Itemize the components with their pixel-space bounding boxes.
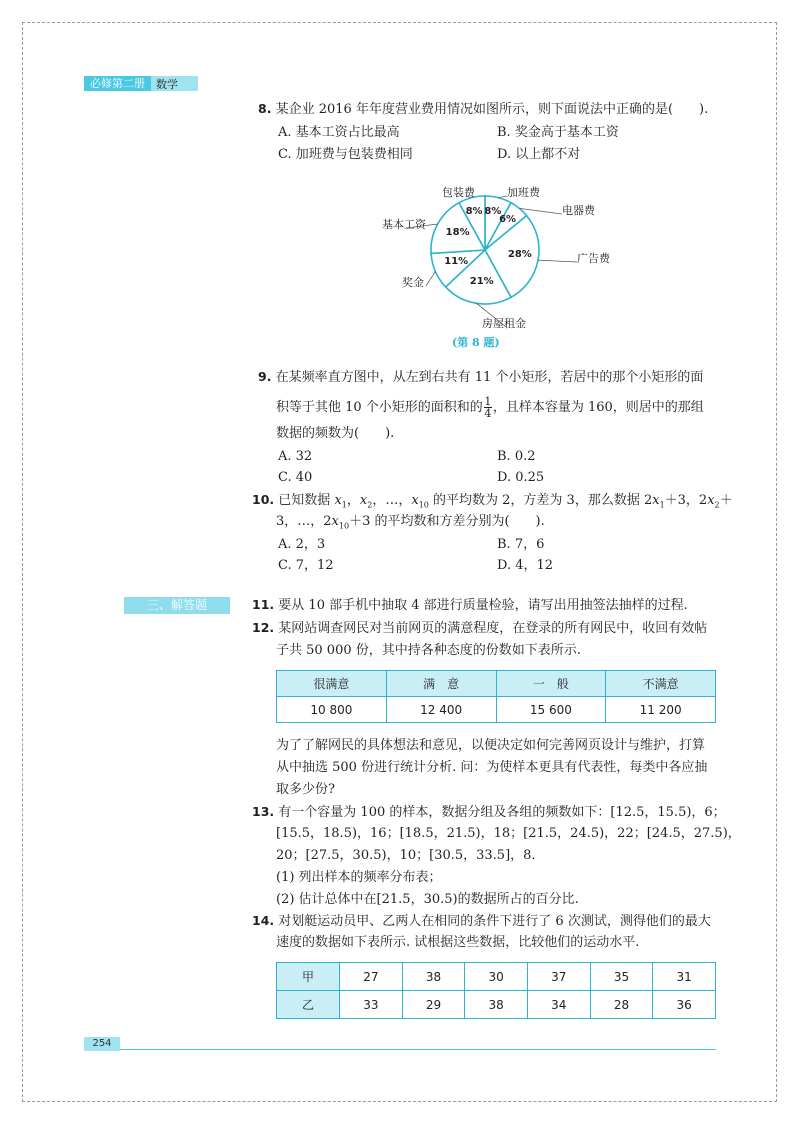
table-cell: 34 — [527, 991, 590, 1019]
q8-option-d: D. 以上都不对 — [497, 147, 581, 162]
pie-category-label: 广告费 — [577, 252, 610, 265]
table-cell: 36 — [653, 991, 716, 1019]
pie-percent-label: 8% — [484, 206, 502, 218]
q8-option-a: A. 基本工资占比最高 — [278, 125, 400, 140]
pie-percent-label: 21% — [469, 276, 494, 288]
q10-option-c: C. 7，12 — [278, 558, 334, 573]
table-cell: 38 — [465, 991, 528, 1019]
pie-percent-label: 11% — [444, 256, 469, 268]
subscript: 2 — [367, 500, 373, 510]
table-cell: 27 — [340, 963, 403, 991]
question-number: 13. — [252, 804, 275, 819]
question-9-line-3: 数据的频数为( ). — [276, 426, 395, 441]
table-header-row — [277, 671, 716, 697]
q9-option-b: B. 0.2 — [497, 449, 536, 464]
question-text: 要从 10 部手机中抽取 4 部进行质量检验，请写出用抽签法抽样的过程. — [278, 598, 688, 613]
subscript: 2 — [714, 500, 720, 510]
table-header-cell: 很满意 — [277, 671, 387, 697]
question-number: 14. — [252, 913, 275, 928]
subscript: 10 — [418, 500, 429, 510]
var: x — [334, 493, 342, 508]
table-header-cell: 满 意 — [386, 671, 496, 697]
speed-table — [276, 962, 716, 1019]
table-cell: 12 400 — [386, 697, 496, 723]
question-13-sub-2: (2) 估计总体中在[21.5，30.5)的数据所占的百分比. — [276, 892, 579, 907]
q9-option-a: A. 32 — [278, 449, 313, 464]
pie-chart — [372, 170, 610, 350]
subscript: 10 — [338, 521, 350, 531]
subject-label: 数学 — [156, 77, 178, 91]
fraction-numerator: 1 — [484, 395, 492, 408]
fraction — [484, 396, 492, 419]
pie-leader-line — [519, 208, 562, 214]
table-cell: 28 — [590, 991, 653, 1019]
question-text: 积等于其他 10 个小矩形的面积和的 — [276, 400, 483, 415]
fraction-denominator: 4 — [484, 407, 492, 420]
pie-percent-label: 8% — [465, 206, 483, 218]
question-10-line-2 — [276, 511, 545, 538]
pie-percent-label: 28% — [507, 249, 532, 261]
question-9-line-2 — [276, 396, 704, 419]
question-text: 在某频率直方图中，从左到右共有 11 个小矩形，若居中的那个小矩形的面 — [275, 370, 704, 385]
pie-category-label: 电器费 — [562, 204, 595, 217]
question-13-line-1 — [252, 801, 726, 824]
question-12-after-2: 从中抽选 500 份进行统计分析. 问：为使样本更具有代表性，每类中各应抽 — [276, 760, 708, 775]
var: x — [359, 493, 368, 508]
question-number: 12. — [252, 620, 275, 635]
text: 已知数据 — [278, 493, 335, 508]
q10-option-a: A. 2，3 — [278, 537, 326, 552]
table-cell: 31 — [653, 963, 716, 991]
pie-category-label: 基本工资 — [382, 218, 426, 231]
table-header-cell: 不满意 — [606, 671, 716, 697]
question-13-line-2: [15.5，18.5)，16；[18.5，21.5)，18；[21.5，24.5)，22；[24.5，27.5)， — [276, 826, 741, 841]
question-8-stem — [258, 98, 708, 121]
row-label-cell: 乙 — [277, 991, 340, 1019]
var: x — [331, 514, 339, 529]
question-text: 某企业 2016 年年度营业费用情况如图所示，则下面说法中正确的是( ). — [275, 102, 709, 117]
var: x — [707, 493, 715, 508]
page-header — [84, 76, 198, 91]
q9-option-c: C. 40 — [278, 470, 313, 485]
text: ， — [346, 493, 360, 508]
question-13-line-3: 20；[27.5，30.5)，10；[30.5，33.5]，8. — [276, 848, 536, 863]
book-title: 必修第二册 — [84, 76, 151, 91]
table-cell: 30 — [465, 963, 528, 991]
question-14-line-1 — [252, 910, 711, 933]
pie-category-label: 包装费 — [442, 186, 475, 199]
pie-percent-label: 18% — [445, 226, 470, 238]
question-11 — [252, 594, 688, 617]
question-12-line-2: 子共 50 000 份，其中持各种态度的份数如下表所示. — [276, 643, 581, 658]
q8-option-b: B. 奖金高于基本工资 — [497, 125, 619, 140]
question-number: 11. — [252, 597, 275, 612]
q9-option-d: D. 0.25 — [497, 470, 545, 485]
table-cell: 35 — [590, 963, 653, 991]
question-text: 有一个容量为 100 的样本，数据分组及各组的频数如下：[12.5，15.5)，6； — [278, 805, 726, 820]
table-row — [277, 963, 716, 991]
question-13-sub-1: (1) 列出样本的频率分布表； — [276, 870, 442, 885]
question-text: 某网站调查网民对当前网页的满意程度，在登录的所有网民中，收回有效帖 — [278, 621, 708, 636]
table-cell: 10 800 — [277, 697, 387, 723]
table-cell: 11 200 — [606, 697, 716, 723]
question-14-line-2: 速度的数据如下表所示. 试根据这些数据，比较他们的运动水平. — [276, 935, 640, 950]
question-12-line-1 — [252, 617, 707, 640]
q8-option-c: C. 加班费与包装费相同 — [278, 147, 413, 162]
subscript: 1 — [659, 500, 665, 510]
text: ＋ — [719, 493, 733, 508]
question-12-after-1: 为了了解网民的具体想法和意见，以便决定如何完善网页设计与维护，打算 — [276, 738, 706, 753]
pie-leader-line — [538, 260, 577, 262]
figure-caption: (第 8 题) — [452, 336, 500, 349]
pie-category-label: 奖金 — [402, 276, 424, 289]
table-row — [277, 991, 716, 1019]
text: ，…， — [372, 493, 412, 508]
satisfaction-table — [276, 670, 716, 723]
pie-percent-label: 6% — [499, 213, 517, 225]
text: 3，…，2 — [276, 514, 332, 529]
question-text: ，且样本容量为 160，则居中的那组 — [492, 400, 704, 415]
var: x — [652, 493, 660, 508]
question-9-line-1 — [258, 366, 703, 389]
section-heading: 三、解答题 — [124, 597, 230, 614]
q10-option-b: B. 7，6 — [497, 537, 545, 552]
pie-category-label: 房屋租金 — [482, 317, 526, 330]
table-header-cell: 一 般 — [496, 671, 606, 697]
question-number: 8. — [258, 101, 272, 116]
text: ＋3 的平均数和方差分别为( ). — [349, 514, 545, 529]
pie-leader-line — [426, 271, 435, 286]
var: x — [411, 493, 419, 508]
pie-leader-line — [498, 196, 507, 198]
row-label-cell: 甲 — [277, 963, 340, 991]
text: 的平均数为 2，方差为 3，那么数据 2 — [428, 493, 653, 508]
question-text: 对划艇运动员甲、乙两人在相同的条件下进行了 6 次测试，测得他们的最大 — [278, 914, 711, 929]
table-cell: 29 — [402, 991, 465, 1019]
page-number: 254 — [84, 1037, 120, 1051]
table-cell: 33 — [340, 991, 403, 1019]
question-number: 10. — [252, 492, 275, 507]
table-row — [277, 697, 716, 723]
footer-rule — [120, 1049, 716, 1050]
q10-option-d: D. 4，12 — [497, 558, 554, 573]
table-cell: 15 600 — [496, 697, 606, 723]
table-cell: 38 — [402, 963, 465, 991]
subscript: 1 — [341, 500, 347, 510]
pie-category-label: 加班费 — [507, 186, 540, 199]
table-cell: 37 — [527, 963, 590, 991]
question-12-after-3: 取多少份? — [276, 782, 335, 797]
text: ＋3，2 — [664, 493, 708, 508]
question-number: 9. — [258, 369, 272, 384]
